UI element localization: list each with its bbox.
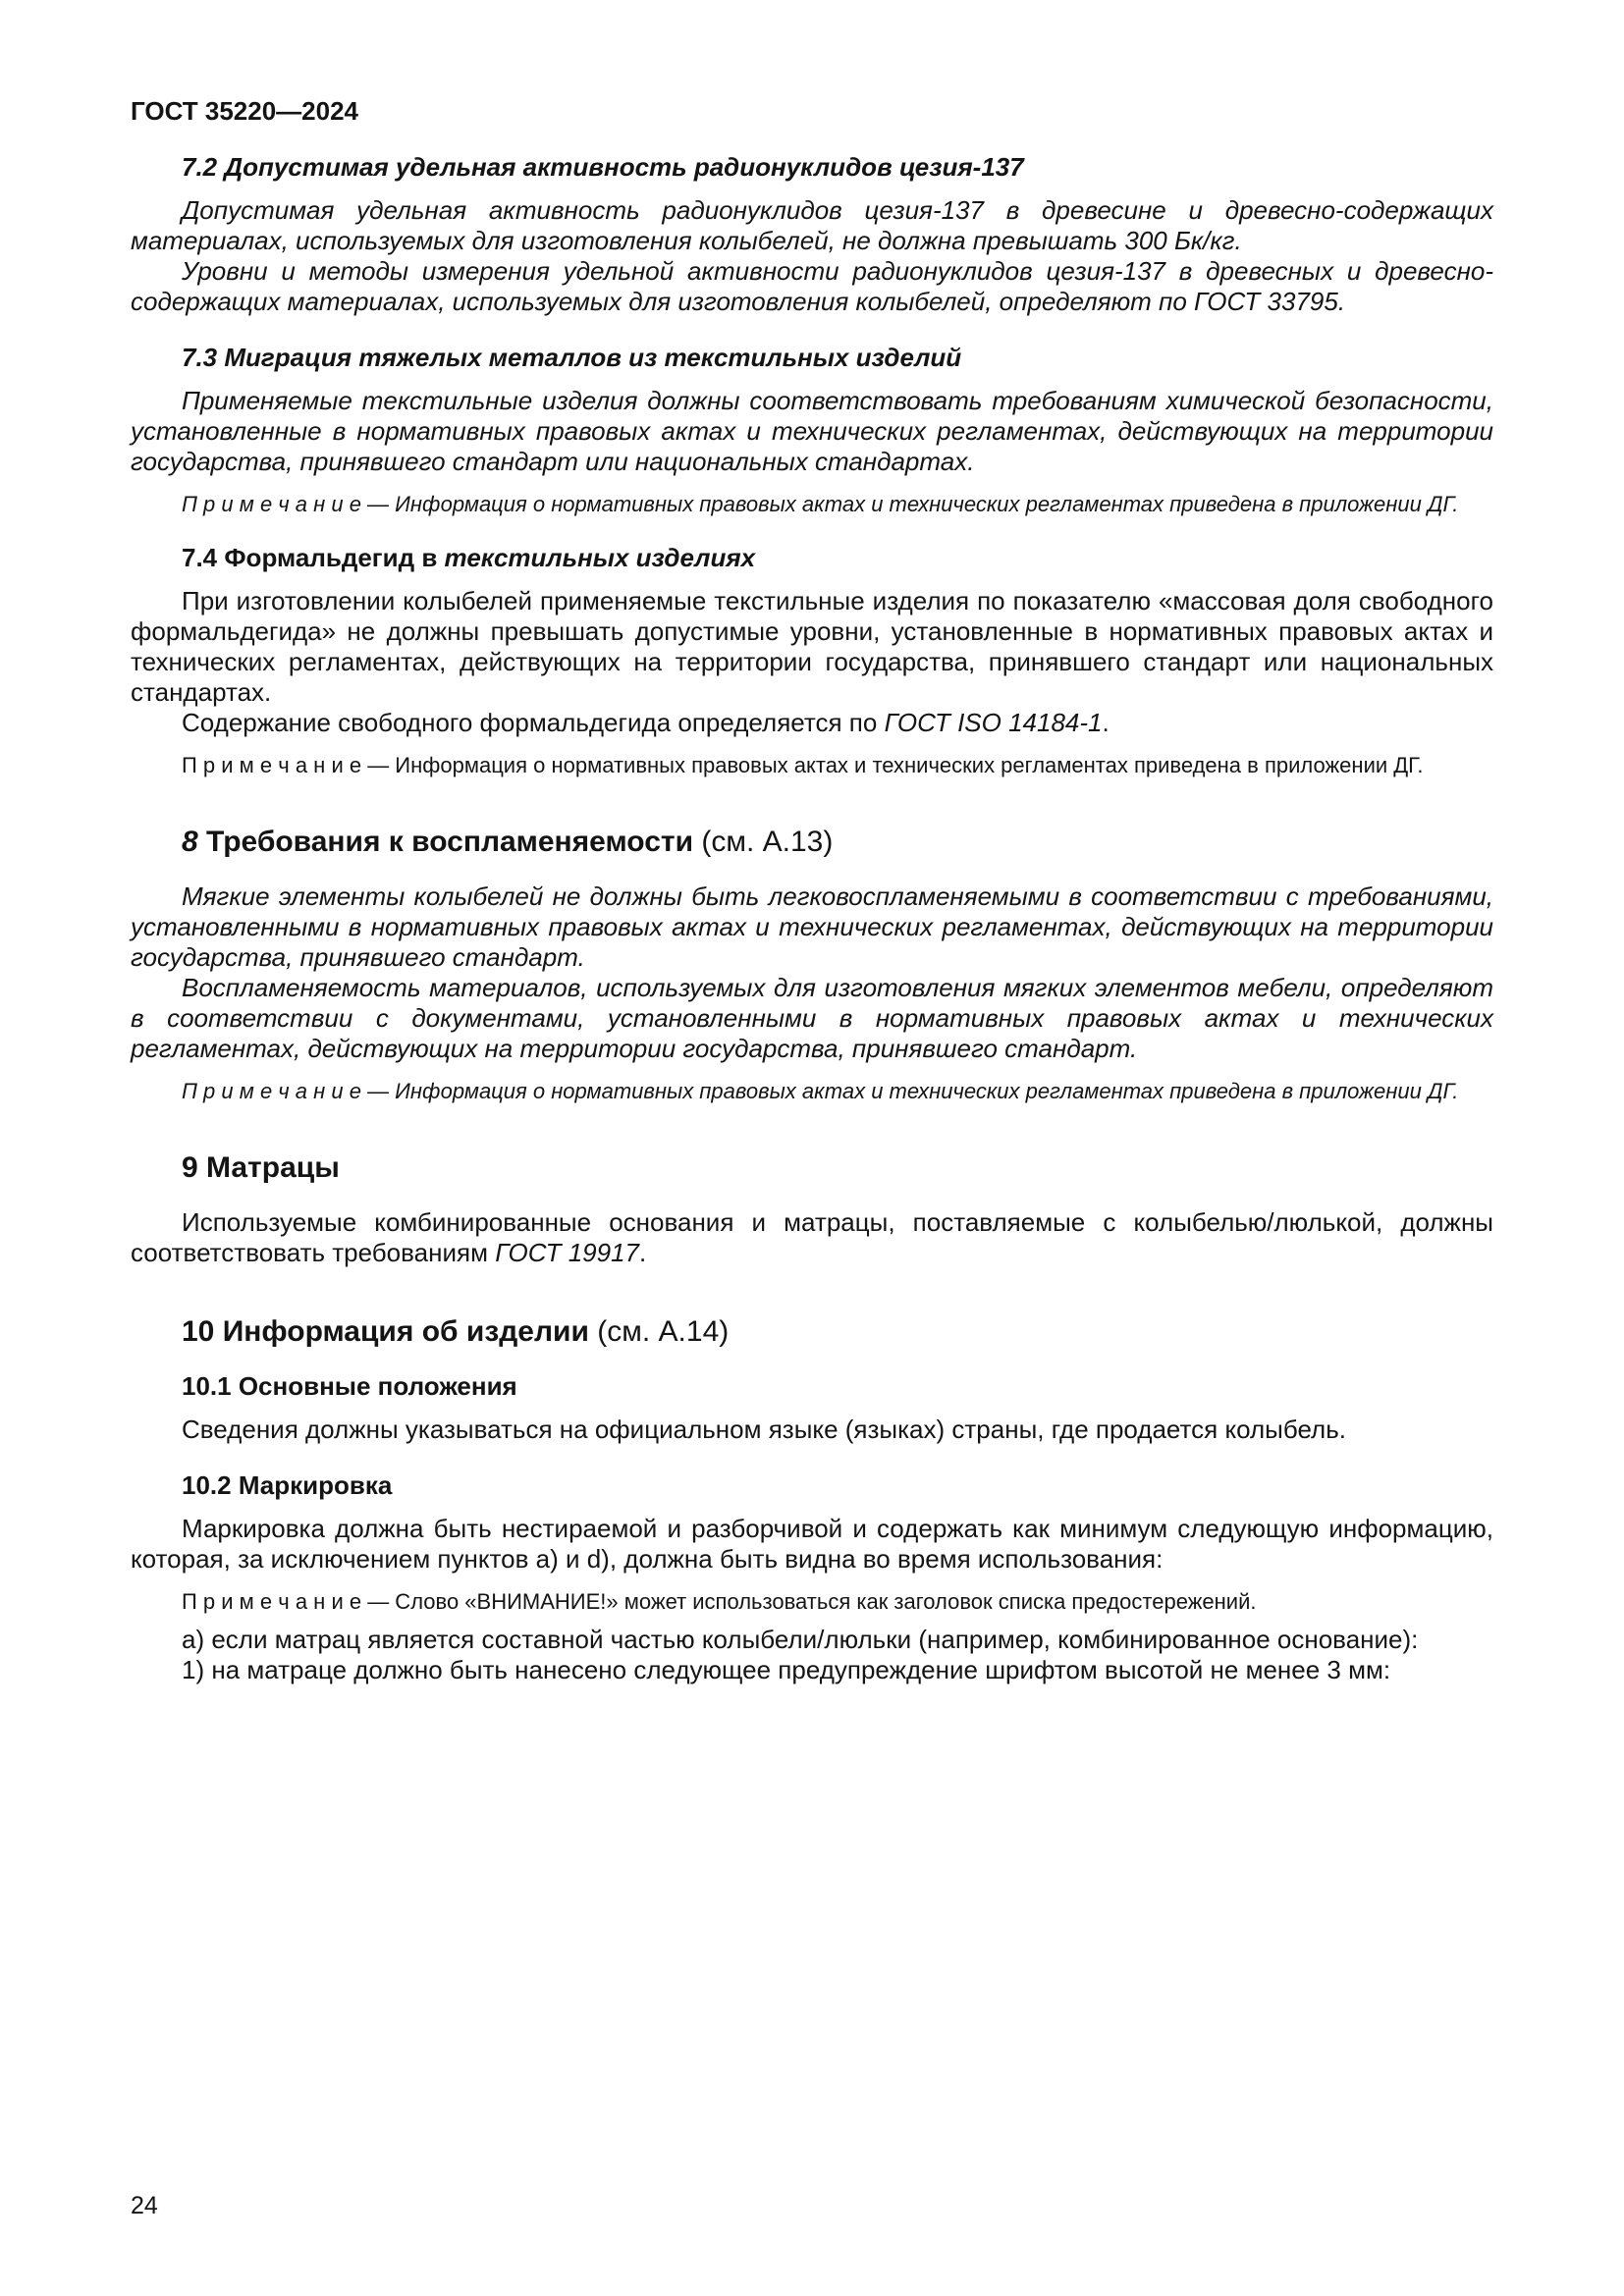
standard-reference-iso-14184: ГОСТ ISO 14184-1 (884, 708, 1103, 737)
heading-8-reference: (см. А.13) (701, 826, 834, 858)
running-header: ГОСТ 35220—2024 (131, 96, 358, 126)
list-item-a-1: 1) на матраце должно быть нанесено следующее предупреждение шрифтом высотой не менее 3 мм: (182, 1655, 1391, 1684)
paragraph-7-4-a: При изготовлении колыбелей применяемые текстильные изделия по показателю «массовая доля свободного формальдегида» не должны превышать допустимые уровни, установленные в нормативных правовых актах и технических регламентах, действующих на территории государства, принявшего стандарт или национальных стандартах. (131, 586, 1493, 707)
paragraph-7-4-b (131, 708, 1493, 738)
paragraph-7-2-a: Допустимая удельная активность радионуклидов цезия-137 в древесине и древесно-содержащих материалах, используемых для изготовления колыбелей, не должна превышать 300 Бк/кг. (131, 195, 1493, 255)
heading-9: 9 Матрацы (182, 1151, 340, 1184)
heading-10-reference: (см. А.14) (597, 1315, 730, 1348)
list-item-a: а) если матрац является составной частью колыбели/люльки (например, комбинированное основание): (182, 1625, 1419, 1654)
heading-8-title: Требования к воспламеняемости (197, 826, 702, 858)
page-number: 24 (131, 2192, 158, 2219)
paragraph-9-a-end: . (639, 1238, 647, 1267)
note-8: П р и м е ч а н и е — Информация о нормативных правовых актах и технических регламентах приведена в приложении ДГ. (182, 1079, 1459, 1103)
paragraph-8-a: Мягкие элементы колыбелей не должны быть легковоспламеняемыми в соответствии с требованиями, установленными в нормативных правовых актах и технических регламентах, действующих на территории государства, принявшего стандарт. (131, 881, 1493, 972)
paragraph-10-1-a: Сведения должны указываться на официальном языке (языках) страны, где продается колыбель. (182, 1415, 1346, 1444)
heading-10-title: 10 Информация об изделии (182, 1315, 598, 1348)
heading-7-2: 7.2 Допустимая удельная активность радионуклидов цезия-137 (182, 152, 1024, 182)
paragraph-9-a-text: Используемые комбинированные основания и матрацы, поставляемые с колыбелью/люлькой, должны соответствовать требованиям (131, 1207, 1493, 1267)
heading-7-3: 7.3 Миграция тяжелых металлов из текстильных изделий (182, 343, 962, 372)
heading-8 (131, 824, 1493, 860)
heading-8-number: 8 (182, 826, 198, 858)
paragraph-10-2-a: Маркировка должна быть нестираемой и разборчивой и содержать как минимум следующую информацию, которая, за исключением пунктов a) и d), должна быть видна во время использования: (131, 1514, 1493, 1574)
standard-reference-gost-19917: ГОСТ 19917 (495, 1238, 640, 1267)
heading-10-2: 10.2 Маркировка (182, 1470, 393, 1500)
paragraph-7-4-b-end: . (1102, 708, 1110, 737)
page-content (131, 96, 1493, 1685)
note-7-3: П р и м е ч а н и е — Информация о нормативных правовых актах и технических регламентах приведена в приложении ДГ. (182, 492, 1459, 516)
note-7-4: П р и м е ч а н и е — Информация о нормативных правовых актах и технических регламентах приведена в приложении ДГ. (182, 753, 1424, 777)
heading-7-4 (131, 543, 1493, 573)
heading-10-1: 10.1 Основные положения (182, 1371, 517, 1401)
paragraph-7-2-b: Уровни и методы измерения удельной активности радионуклидов цезия-137 в древесных и древесно-содержащих материалах, используемых для изготовления колыбелей, определяют по ГОСТ 33795. (131, 256, 1493, 316)
note-10-2: П р и м е ч а н и е — Слово «ВНИМАНИЕ!» может использоваться как заголовок списка предостережений. (182, 1589, 1257, 1614)
heading-7-4-text: 7.4 Формальдегид в (182, 543, 445, 572)
paragraph-9-a (131, 1207, 1493, 1268)
paragraph-8-b: Воспламеняемость материалов, используемых для изготовления мягких элементов мебели, определяют в соответствии с документами, установленными в нормативных правовых актах и технических регламентах, действующих на территории государства, принявшего стандарт. (131, 973, 1493, 1063)
paragraph-7-3-a: Применяемые текстильные изделия должны соответствовать требованиям химической безопасности, установленные в нормативных правовых актах и технических регламентах, действующих на территории государства, принявшего стандарт или национальных стандартах. (131, 386, 1493, 476)
paragraph-7-4-b-text: Содержание свободного формальдегида определяется по (182, 708, 885, 737)
heading-10 (131, 1313, 1493, 1350)
heading-7-4-italic-text: текстильных изделиях (444, 543, 756, 572)
